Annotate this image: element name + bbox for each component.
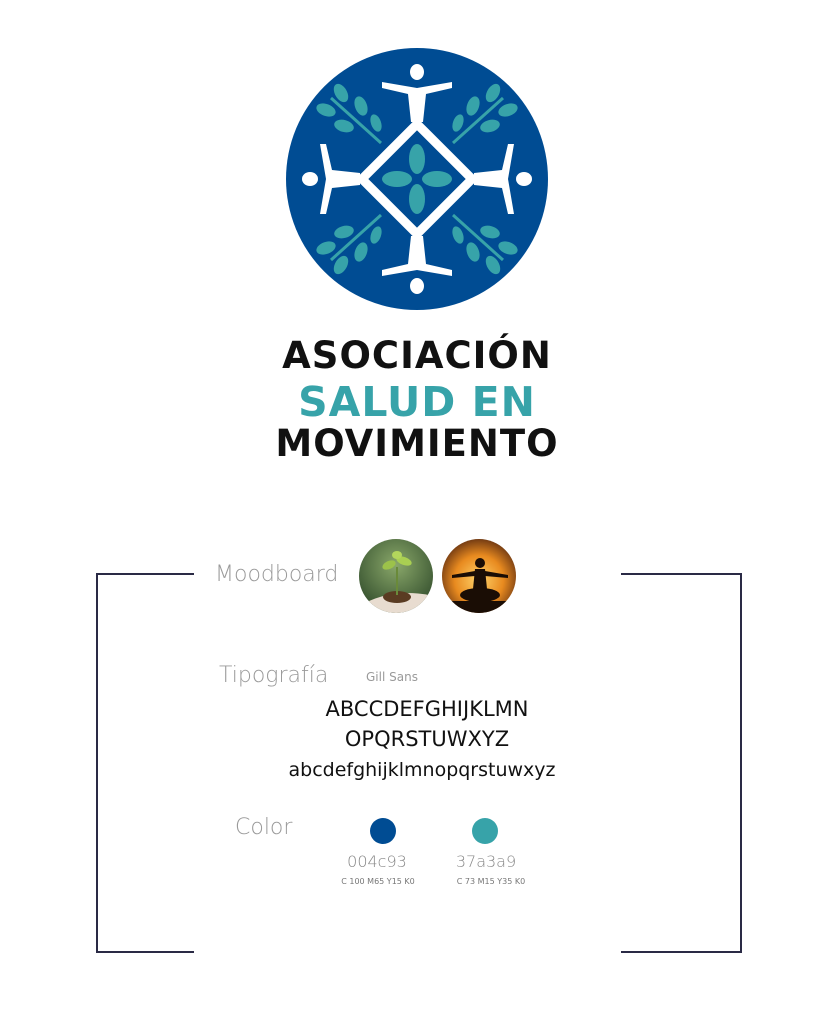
logo-wordmark-line1: ASOCIACIÓN xyxy=(282,334,552,377)
moodboard-label: Moodboard xyxy=(215,562,339,587)
uppercase-sample-line1: ABCCDEFGHIJKLMN xyxy=(325,697,529,721)
yoga-silhouette-sunset-photo xyxy=(442,539,516,613)
lowercase-sample: abcdefghijklmnopqrstuwxyz xyxy=(288,759,556,781)
color-swatch-teal xyxy=(472,818,498,844)
color-hex-1: 004c93 xyxy=(347,852,407,871)
color-cmyk-1: C 100 M65 Y15 K0 xyxy=(341,877,415,886)
frame-top-right xyxy=(621,573,742,575)
logo-emblem-icon xyxy=(286,48,548,310)
font-name: Gill Sans xyxy=(366,670,418,684)
typography-label: Tipografía xyxy=(219,663,329,688)
logo-wordmark-line3: MOVIMIENTO xyxy=(275,422,559,465)
frame-bottom-left xyxy=(96,951,194,953)
color-swatch-dark-blue xyxy=(370,818,396,844)
color-cmyk-2: C 73 M15 Y35 K0 xyxy=(456,877,526,886)
sprout-in-hand-photo xyxy=(359,539,433,613)
logo-wordmark-line2: SALUD EN xyxy=(298,378,536,426)
uppercase-sample-line2: OPQRSTUWXYZ xyxy=(344,727,510,751)
frame-top-left xyxy=(96,573,194,575)
color-hex-2: 37a3a9 xyxy=(455,852,517,871)
frame-bottom-right xyxy=(621,951,742,953)
color-label: Color xyxy=(235,815,293,840)
